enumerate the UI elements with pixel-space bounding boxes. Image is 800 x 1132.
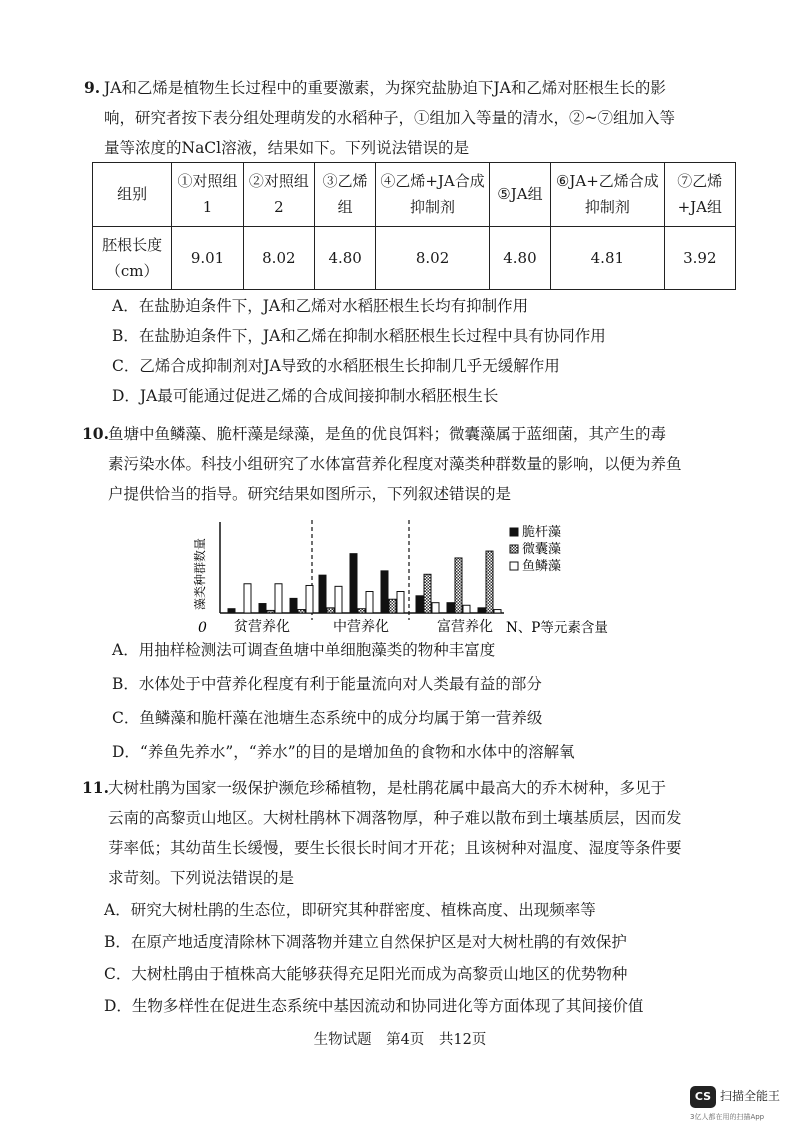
- q11-stem-line-4: 求苛刻。下列说法错误的是: [108, 869, 295, 887]
- legend-label: 微囊藻: [522, 542, 562, 557]
- bar-hatched-6: [389, 599, 396, 613]
- table-value-row: [93, 226, 736, 290]
- q9-option-a: A．在盐胁迫条件下，JA和乙烯对水稻胚根生长均有抑制作用: [112, 297, 529, 315]
- bar-hatched-8: [455, 558, 462, 613]
- bar-solid-7: [416, 596, 423, 613]
- q10-stem-line-1: 鱼塘中鱼鳞藻、脆杆藻是绿藻，是鱼的优良饵料；微囊藻属于蓝细菌，其产生的毒: [108, 425, 667, 443]
- bar-hatched-5: [358, 609, 365, 613]
- table-col-header: ⑤JA组: [489, 163, 550, 227]
- q10-option-b: B．水体处于中营养化程度有利于能量流向对人类最有益的部分: [112, 675, 542, 693]
- q10-option-d: D．“养鱼先养水”，“养水”的目的是增加鱼的食物和水体中的溶解氧: [112, 743, 575, 761]
- group-label: 中营养化: [333, 619, 389, 635]
- legend-swatch-hatched: [510, 545, 518, 553]
- table-row-header: 胚根长度（cm）: [93, 226, 172, 290]
- q9-option-c: C．乙烯合成抑制剂对JA导致的水稻胚根生长抑制几乎无缓解作用: [112, 357, 560, 375]
- q10-stem-line-3: 户提供恰当的指导。研究结果如图所示，下列叙述错误的是: [108, 485, 512, 503]
- table-cell: 3.92: [664, 226, 735, 290]
- q10-option-c: C．鱼鳞藻和脆杆藻在池塘生态系统中的成分均属于第一营养级: [112, 709, 543, 727]
- group-label: 贫营养化: [234, 619, 290, 635]
- legend-label: 鱼鳞藻: [522, 559, 562, 574]
- table-cell: 4.80: [489, 226, 550, 290]
- bar-solid-4: [319, 575, 326, 613]
- bar-hollow-6: [397, 592, 404, 614]
- table-cell: 4.80: [315, 226, 376, 290]
- q9-number: 9.: [84, 78, 101, 97]
- bar-hollow-2: [275, 584, 282, 613]
- table-row-header: 组别: [93, 163, 172, 227]
- q10-stem-line-2: 素污染水体。科技小组研究了水体富营养化程度对藻类种群数量的影响，以便为养鱼: [108, 455, 682, 473]
- scanner-tagline: 3亿人都在用的扫描App: [690, 1113, 765, 1121]
- y-axis-label: 藻类种群数量: [193, 537, 207, 610]
- bar-solid-5: [350, 554, 357, 613]
- q10-option-a: A．用抽样检测法可调查鱼塘中单细胞藻类的物种丰富度: [112, 641, 496, 659]
- bar-solid-1: [228, 609, 235, 613]
- algae-bar-chart: [192, 514, 612, 638]
- table-cell: 8.02: [376, 226, 490, 290]
- q9-stem-line-1: JA和乙烯是植物生长过程中的重要激素，为探究盐胁迫下JA和乙烯对胚根生长的影: [104, 79, 666, 97]
- bar-hollow-7: [432, 603, 439, 613]
- q11-stem-line-1: 大树杜鹃为国家一级保护濒危珍稀植物，是杜鹃花属中最高大的乔木树种，多见于: [108, 779, 667, 797]
- q11-stem-line-2: 云南的高黎贡山地区。大树杜鹃林下凋落物厚，种子难以散布到土壤基质层，因而发: [108, 809, 682, 827]
- q9-option-b: B．在盐胁迫条件下，JA和乙烯在抑制水稻胚根生长过程中具有协同作用: [112, 327, 606, 345]
- q9-option-d: D．JA最可能通过促进乙烯的合成间接抑制水稻胚根生长: [112, 387, 499, 405]
- table-col-header: ⑦乙烯+JA组: [664, 163, 735, 227]
- q10-number: 10.: [82, 424, 109, 443]
- table-col-header: ③乙烯组: [315, 163, 376, 227]
- bar-hollow-1: [244, 584, 251, 613]
- scanner-logo-icon: CS: [690, 1086, 716, 1108]
- q11-option-b: B．在原产地适度清除林下凋落物并建立自然保护区是对大树杜鹃的有效保护: [104, 933, 627, 951]
- q11-option-a: A．研究大树杜鹃的生态位，即研究其种群密度、植株高度、出现频率等: [104, 901, 596, 919]
- bar-hatched-2: [267, 610, 274, 613]
- q9-stem-line-3: 量等浓度的NaCl溶液，结果如下。下列说法错误的是: [104, 139, 470, 157]
- table-col-header: ④乙烯+JA合成抑制剂: [376, 163, 490, 227]
- q11-option-c: C．大树杜鹃由于植株高大能够获得充足阳光而成为高黎贡山地区的优势物种: [104, 965, 628, 983]
- table-cell: 8.02: [243, 226, 314, 290]
- origin-label: 0: [198, 620, 207, 636]
- bar-hollow-3: [306, 585, 313, 613]
- bar-hollow-8: [463, 605, 470, 613]
- q11-option-d: D．生物多样性在促进生态系统中基因流动和协同进化等方面体现了其间接价值: [104, 997, 644, 1015]
- q9-data-table: [92, 162, 736, 290]
- bar-solid-3: [290, 598, 297, 613]
- bar-solid-6: [381, 571, 388, 613]
- page-footer: 生物试题 第4页 共12页: [313, 1032, 487, 1048]
- q9-stem-line-2: 响，研究者按下表分组处理萌发的水稻种子，①组加入等量的清水，②~⑦组加入等: [104, 109, 675, 127]
- bar-hatched-4: [327, 608, 334, 613]
- bar-solid-2: [259, 604, 266, 613]
- bar-hollow-4: [335, 586, 342, 613]
- bar-hatched-3: [298, 610, 305, 613]
- legend-swatch-solid: [510, 528, 518, 536]
- legend-label: 脆杆藻: [522, 525, 562, 540]
- table-col-header: ①对照组1: [172, 163, 243, 227]
- bar-solid-8: [447, 603, 454, 613]
- table-cell: 9.01: [172, 226, 243, 290]
- table-col-header: ⑥JA+乙烯合成抑制剂: [551, 163, 665, 227]
- group-label: 富营养化: [437, 619, 493, 635]
- q11-number: 11.: [82, 778, 109, 797]
- bar-hollow-9: [494, 610, 501, 613]
- bar-solid-9: [478, 608, 485, 613]
- x-axis-label: N、P等元素含量: [506, 620, 608, 636]
- q11-stem-line-3: 芽率低；其幼苗生长缓慢，要生长很长时间才开花；且该树种对温度、湿度等条件要: [108, 839, 682, 857]
- bar-hatched-7: [424, 574, 431, 613]
- table-col-header: ②对照组2: [243, 163, 314, 227]
- scanner-app-name: 扫描全能王: [720, 1089, 781, 1103]
- legend-swatch-hollow: [510, 562, 518, 570]
- table-cell: 4.81: [551, 226, 665, 290]
- table-header-row: [93, 163, 736, 227]
- bar-hollow-5: [366, 592, 373, 614]
- bar-hatched-9: [486, 551, 493, 613]
